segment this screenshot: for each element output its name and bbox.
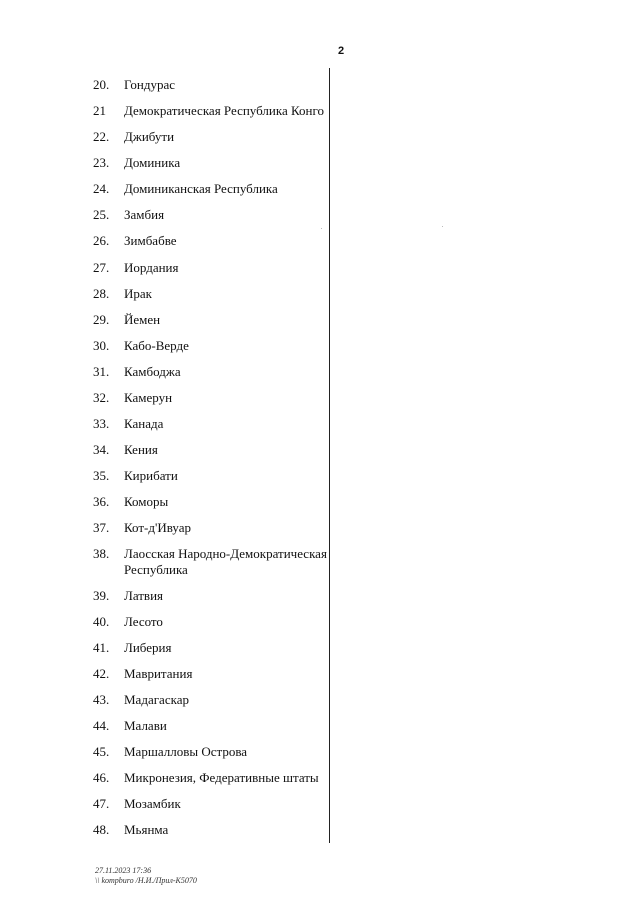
item-number: 47. bbox=[93, 796, 110, 811]
country-name: Иордания bbox=[124, 260, 179, 275]
item-number: 37. bbox=[93, 520, 110, 535]
country-name: Мьянма bbox=[124, 822, 169, 837]
item-number: 29. bbox=[93, 312, 110, 327]
country-name: Джибути bbox=[124, 129, 175, 144]
country-name: Либерия bbox=[124, 640, 172, 655]
item-number: 20. bbox=[93, 77, 110, 92]
scan-speck bbox=[321, 228, 322, 229]
item-number: 24. bbox=[93, 181, 110, 196]
item-number: 21 bbox=[93, 103, 106, 118]
country-name: Кот-д'Ивуар bbox=[124, 520, 191, 535]
country-name: Малави bbox=[124, 718, 167, 733]
country-name: Маршалловы Острова bbox=[124, 744, 248, 759]
item-number: 31. bbox=[93, 364, 110, 379]
vertical-divider bbox=[329, 68, 330, 843]
country-name: Мавритания bbox=[124, 666, 193, 681]
item-number: 48. bbox=[93, 822, 110, 837]
item-number: 40. bbox=[93, 614, 110, 629]
item-number: 46. bbox=[93, 770, 110, 785]
item-number: 26. bbox=[93, 233, 110, 248]
country-name: Канада bbox=[124, 416, 164, 431]
country-name: Лесото bbox=[124, 614, 163, 629]
country-name: Камерун bbox=[124, 390, 173, 405]
item-number: 28. bbox=[93, 286, 110, 301]
item-number: 43. bbox=[93, 692, 110, 707]
country-name: Кения bbox=[124, 442, 158, 457]
item-number: 33. bbox=[93, 416, 110, 431]
country-name: Доминиканская Республика bbox=[124, 181, 278, 196]
country-name: Коморы bbox=[124, 494, 169, 509]
country-name: Лаосская Народно-Демократическая Республика bbox=[124, 546, 327, 577]
country-name: Йемен bbox=[124, 312, 161, 327]
country-name: Замбия bbox=[124, 207, 165, 222]
item-number: 35. bbox=[93, 468, 110, 483]
item-number: 34. bbox=[93, 442, 110, 457]
country-name: Мозамбик bbox=[124, 796, 181, 811]
footer-timestamp: 27.11.2023 17:36 bbox=[95, 866, 152, 875]
country-name: Камбоджа bbox=[124, 364, 181, 379]
item-number: 38. bbox=[93, 546, 110, 561]
item-number: 41. bbox=[93, 640, 110, 655]
country-name: Гондурас bbox=[124, 77, 175, 92]
country-name: Кабо-Верде bbox=[124, 338, 189, 353]
item-number: 42. bbox=[93, 666, 110, 681]
footer-file-path: \\ kompburo /Н.И./Прил-К5070 bbox=[95, 876, 197, 885]
country-name: Зимбабве bbox=[124, 233, 177, 248]
item-number: 32. bbox=[93, 390, 110, 405]
country-name: Кирибати bbox=[124, 468, 178, 483]
item-number: 30. bbox=[93, 338, 110, 353]
country-name: Микронезия, Федеративные штаты bbox=[124, 770, 319, 785]
scan-speck bbox=[442, 226, 443, 227]
country-name: Латвия bbox=[124, 588, 164, 603]
item-number: 36. bbox=[93, 494, 110, 509]
item-number: 25. bbox=[93, 207, 110, 222]
item-number: 45. bbox=[93, 744, 110, 759]
country-name: Доминика bbox=[124, 155, 181, 170]
item-number: 27. bbox=[93, 260, 110, 275]
item-number: 44. bbox=[93, 718, 110, 733]
page-number: 2 bbox=[338, 45, 345, 57]
country-name: Демократическая Республика Конго bbox=[124, 103, 325, 118]
item-number: 39. bbox=[93, 588, 110, 603]
country-name: Мадагаскар bbox=[124, 692, 189, 707]
country-name: Ирак bbox=[124, 286, 152, 301]
item-number: 22. bbox=[93, 129, 110, 144]
item-number: 23. bbox=[93, 155, 110, 170]
document-footer bbox=[95, 866, 197, 886]
